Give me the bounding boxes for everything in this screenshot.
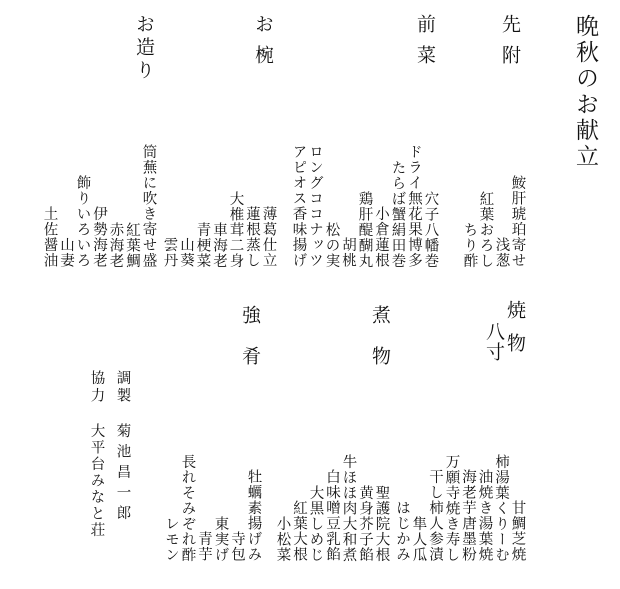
credit-chef-name: 菊池昌一郎 <box>114 423 131 526</box>
course-item: 紅葉大根 <box>291 500 307 562</box>
course-item: 穴子八幡巻 <box>422 190 439 268</box>
course-item: 雲丹 <box>161 237 178 268</box>
credit-role-venue: 協力 <box>88 370 105 405</box>
course-item: 蓮根蒸し <box>244 206 260 268</box>
course-heading-shiizakana: 強肴 <box>239 305 261 387</box>
course-item: 小松菜 <box>274 515 291 562</box>
course-item: 飾りいろいろ <box>74 175 91 268</box>
course-subheading-hassun: 八寸 <box>483 322 505 362</box>
course-heading-yakimono: 焼物 <box>504 300 526 366</box>
course-item: 赤海老 <box>107 221 124 268</box>
course-item: 筒蕪に吹き寄せ盛 <box>140 144 157 268</box>
course-item: 青芋 <box>196 531 212 562</box>
course-item: 柿湯葉くりーむ <box>493 453 509 562</box>
course-item: 寺包 <box>229 531 245 562</box>
course-item: はじかみ <box>394 500 410 562</box>
course-heading-owan: お椀 <box>252 14 274 76</box>
course-item: 山妻 <box>58 237 74 268</box>
course-item: 鶏肝醍醐丸 <box>356 190 373 268</box>
course-item: 東実げ <box>212 515 229 562</box>
credit-venue-name: 大平台みなと荘 <box>88 423 105 539</box>
course-item: 長れそみぞれ酢 <box>179 453 196 562</box>
course-item: 白味噌豆乳餡 <box>324 469 340 562</box>
course-item: 車海老 <box>211 221 227 268</box>
course-item: 薄葛仕立 <box>260 206 277 268</box>
course-item: レモン <box>163 515 179 562</box>
course-heading-sakizuke: 先附 <box>499 14 521 76</box>
course-item: ドライ無花果博多 <box>406 144 422 268</box>
course-item: 万願寺焼き寿し <box>443 453 460 562</box>
course-item: 胡桃 <box>340 237 356 268</box>
course-item: ロングココナッツ <box>307 144 323 268</box>
course-item: 青梗菜 <box>194 221 211 268</box>
course-item: 隼人瓜 <box>410 515 427 562</box>
course-item: 干し柿人参漬 <box>427 469 443 562</box>
course-heading-otsukuri: お造り <box>133 14 155 83</box>
course-item: 海老芋唐墨粉 <box>460 469 476 562</box>
course-item: 牛ほほ肉大和煮 <box>340 453 357 562</box>
course-item: 大黒しめじ <box>307 484 324 562</box>
course-item: アピオス香味揚げ <box>290 144 307 268</box>
course-item: 牡蠣素揚げみ <box>245 469 262 562</box>
course-item: 油焼き湯葉焼 <box>476 469 493 562</box>
course-item: ちり酢 <box>461 221 478 268</box>
course-item: 紅葉おろし <box>477 190 494 268</box>
course-item: 小倉蓮根 <box>373 206 389 268</box>
course-item: 紅葉鯛 <box>124 221 140 268</box>
course-item: 鮟肝琥珀寄せ <box>509 175 526 268</box>
course-item: 伊勢海老 <box>91 206 107 268</box>
course-heading-nimono: 煮物 <box>369 305 391 387</box>
course-item: 浅葱 <box>493 237 510 268</box>
course-item: 聖護院大根 <box>373 484 390 562</box>
credit-role-chef: 調製 <box>114 370 131 405</box>
course-item: 松の実 <box>323 221 340 268</box>
course-item: 甘鯛芝焼 <box>509 500 526 562</box>
course-item: 黄身芥子餡 <box>357 484 373 562</box>
menu-title: 晩秋のお献立 <box>572 14 598 170</box>
course-item: 山葵 <box>178 237 194 268</box>
course-item: たらば蟹絹田巻 <box>389 159 406 268</box>
course-item: 大椎茸二身 <box>227 190 244 268</box>
course-heading-zensai: 前菜 <box>414 14 436 76</box>
course-item: 土佐醤油 <box>41 206 58 268</box>
